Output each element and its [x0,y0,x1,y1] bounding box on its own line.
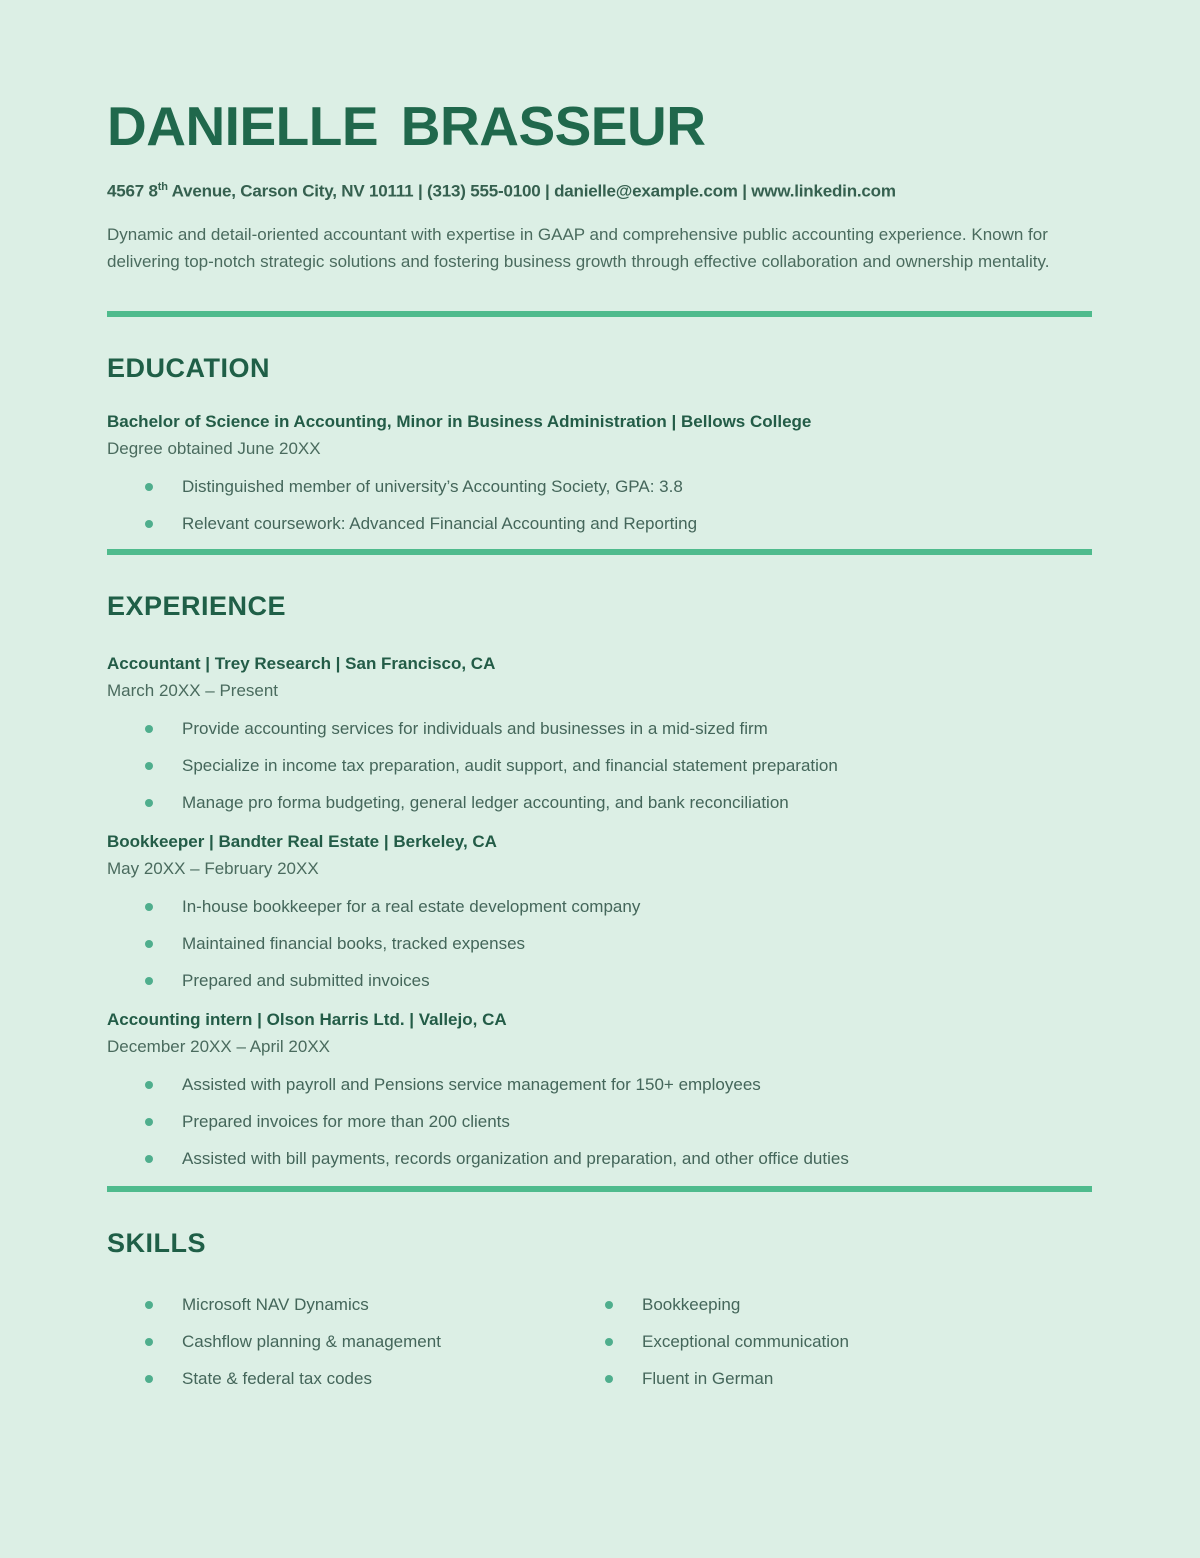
experience-entries [107,650,1092,1170]
section-divider [107,1186,1092,1192]
bullet-text: Prepared invoices for more than 200 clients [182,1112,510,1132]
skills-columns [107,1293,1092,1418]
list-item [107,1073,1092,1096]
list-item [567,1330,1092,1353]
job-title: Accountant | Trey Research | San Francisco, CA [107,654,496,674]
list-item [107,969,1092,992]
skills-heading: SKILLS [107,1228,207,1259]
bullet-icon [145,1155,153,1163]
job-title: Accounting intern | Olson Harris Ltd. | Vallejo, CA [107,1010,507,1030]
summary-paragraph: Dynamic and detail-oriented accountant with expertise in GAAP and comprehensive public accounting experience. Known for delivering top-notch strategic solutions and fostering business growth through effective collaboration and ownership mentality. [107,225,1050,272]
bullet-text: In-house bookkeeper for a real estate development company [182,897,641,917]
bullet-text: Assisted with payroll and Pensions service management for 150+ employees [182,1075,761,1095]
bullet-icon [145,762,153,770]
list-item [107,1147,1092,1170]
bullet-icon [145,977,153,985]
bullet-icon [145,520,153,528]
bullet-icon [145,1081,153,1089]
job-bullet-list [107,1073,1092,1170]
bullet-text: Distinguished member of university’s Accounting Society, GPA: 3.8 [182,477,683,497]
bullet-text: Prepared and submitted invoices [182,971,430,991]
job-title: Bookkeeper | Bandter Real Estate | Berkeley, CA [107,832,497,852]
skills-column-right [567,1293,1092,1404]
section-divider [107,311,1092,317]
skills-column-left [107,1293,567,1404]
bullet-text: Cashflow planning & management [182,1332,441,1352]
bullet-text: Bookkeeping [642,1295,741,1315]
job-entry [107,650,1092,814]
list-item [567,1367,1092,1390]
contact-address-number: 4567 8 [107,181,158,201]
education-bullet-list [107,475,1092,535]
bullet-icon [605,1301,613,1309]
list-item [107,895,1092,918]
degree-date: Degree obtained June 20XX [107,439,321,459]
job-bullet-list [107,717,1092,814]
list-item [107,475,1092,498]
degree-title: Bachelor of Science in Accounting, Minor in Business Administration | Bellows College [107,412,812,432]
bullet-text: Fluent in German [642,1369,774,1389]
bullet-icon [145,940,153,948]
bullet-icon [145,799,153,807]
job-entry [107,828,1092,992]
section-divider [107,549,1092,555]
bullet-text: Manage pro forma budgeting, general ledger accounting, and bank reconciliation [182,793,789,813]
job-dates: March 20XX – Present [107,681,279,701]
bullet-text: Microsoft NAV Dynamics [182,1295,369,1315]
list-item [567,1293,1092,1316]
contact-line [107,181,1092,202]
list-item [107,932,1092,955]
bullet-icon [145,903,153,911]
bullet-text: Maintained financial books, tracked expenses [182,934,526,954]
job-entry [107,1006,1092,1170]
job-bullet-list [107,895,1092,992]
bullet-text: Specialize in income tax preparation, audit support, and financial statement preparation [182,756,838,776]
bullet-icon [145,725,153,733]
bullet-text: Assisted with bill payments, records organization and preparation, and other office duties [182,1149,849,1169]
list-item [107,791,1092,814]
bullet-icon [605,1338,613,1346]
bullet-icon [145,1301,153,1309]
contact-ordinal-suffix: th [157,180,168,193]
list-item [107,1293,567,1316]
job-dates: December 20XX – April 20XX [107,1037,331,1057]
list-item [107,512,1092,535]
bullet-text: Provide accounting services for individuals and businesses in a mid-sized firm [182,719,768,739]
list-item [107,717,1092,740]
bullet-text: Relevant coursework: Advanced Financial Accounting and Reporting [182,514,698,534]
list-item [107,1110,1092,1133]
bullet-icon [145,1375,153,1383]
contact-details: Avenue, Carson City, NV 10111 | (313) 555-0100 | danielle@example.com | www.linkedin.com [167,181,896,201]
bullet-text: Exceptional communication [642,1332,849,1352]
education-heading: EDUCATION [107,353,270,384]
list-item [107,1330,567,1353]
bullet-icon [145,1338,153,1346]
page-title: DANIELLE BRASSEUR [107,95,706,157]
experience-heading: EXPERIENCE [107,591,287,622]
bullet-icon [605,1375,613,1383]
bullet-icon [145,1118,153,1126]
job-dates: May 20XX – February 20XX [107,859,319,879]
bullet-icon [145,483,153,491]
bullet-text: State & federal tax codes [182,1369,372,1389]
list-item [107,1367,567,1390]
list-item [107,754,1092,777]
